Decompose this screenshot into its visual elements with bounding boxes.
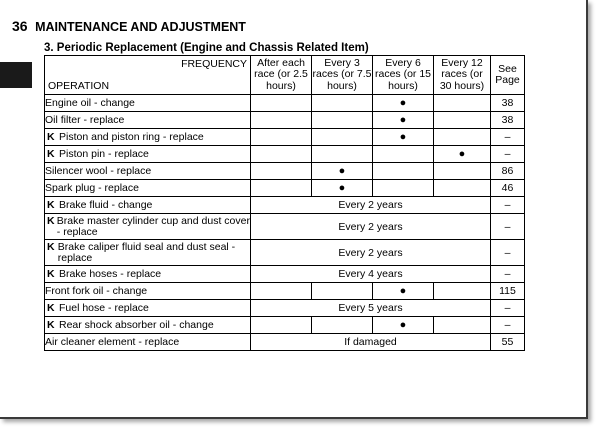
k-mark: K	[47, 240, 55, 253]
k-mark: K	[47, 268, 55, 280]
operation-cell	[45, 317, 251, 334]
operation-text: Spark plug - replace	[45, 182, 139, 194]
empty-cell	[373, 146, 434, 163]
interval-span-cell: Every 2 years	[251, 214, 491, 240]
interval-dot: ●	[373, 317, 434, 334]
interval-dot: ●	[373, 95, 434, 112]
table-row	[45, 163, 525, 180]
see-page-cell: –	[491, 214, 525, 240]
k-mark: K	[47, 302, 55, 314]
operation-text: Silencer wool - replace	[45, 165, 152, 177]
operation-text: Piston and piston ring - replace	[59, 131, 204, 143]
empty-cell	[251, 283, 312, 300]
table-row	[45, 112, 525, 129]
operation-cell	[45, 334, 251, 351]
see-page-cell: –	[491, 317, 525, 334]
see-page-cell: 38	[491, 95, 525, 112]
interval-dot: ●	[373, 112, 434, 129]
see-page-cell: 38	[491, 112, 525, 129]
operation-text: Brake hoses - replace	[59, 268, 162, 280]
table-row	[45, 334, 525, 351]
column-header: Every 3 races (or 7.5 hours)	[312, 56, 373, 95]
table-body	[45, 95, 525, 351]
section-tab-marker	[0, 62, 32, 88]
interval-dot: ●	[312, 180, 373, 197]
interval-dot: ●	[373, 129, 434, 146]
table-row	[45, 300, 525, 317]
operation-cell	[45, 197, 251, 214]
column-header: See Page	[491, 56, 525, 95]
operation-cell	[45, 214, 251, 240]
empty-cell	[251, 180, 312, 197]
operation-cell	[45, 240, 251, 266]
section-title: MAINTENANCE AND ADJUSTMENT	[35, 20, 246, 34]
operation-text: Brake caliper fluid seal and dust seal - replace	[57, 240, 236, 264]
interval-span-cell: Every 2 years	[251, 197, 491, 214]
page-number: 36	[12, 18, 28, 34]
empty-cell	[434, 95, 491, 112]
interval-dot: ●	[373, 283, 434, 300]
table-row	[45, 283, 525, 300]
frequency-label: FREQUENCY	[181, 58, 247, 70]
table-row	[45, 146, 525, 163]
operation-cell	[45, 283, 251, 300]
table-header-row	[45, 56, 525, 95]
empty-cell	[373, 180, 434, 197]
table-row	[45, 317, 525, 334]
table-row	[45, 180, 525, 197]
periodic-replacement-table	[44, 55, 525, 351]
empty-cell	[251, 112, 312, 129]
see-page-cell: 86	[491, 163, 525, 180]
empty-cell	[373, 163, 434, 180]
empty-cell	[312, 129, 373, 146]
operation-cell	[45, 95, 251, 112]
see-page-cell: –	[491, 240, 525, 266]
empty-cell	[312, 95, 373, 112]
interval-span-cell: Every 2 years	[251, 240, 491, 266]
operation-text: Air cleaner element - replace	[45, 336, 180, 348]
operation-text: Brake master cylinder cup and dust cover - replace	[56, 214, 250, 238]
empty-cell	[251, 317, 312, 334]
table-row	[45, 197, 525, 214]
empty-cell	[312, 317, 373, 334]
table-row	[45, 266, 525, 283]
operation-text: Oil filter - replace	[45, 114, 125, 126]
see-page-cell: 115	[491, 283, 525, 300]
empty-cell	[251, 163, 312, 180]
interval-span-cell: Every 5 years	[251, 300, 491, 317]
table-row	[45, 214, 525, 240]
column-header: Every 6 races (or 15 hours)	[373, 56, 434, 95]
see-page-cell: –	[491, 146, 525, 163]
interval-span-cell: If damaged	[251, 334, 491, 351]
k-mark: K	[47, 131, 55, 143]
table-row	[45, 240, 525, 266]
empty-cell	[251, 129, 312, 146]
k-mark: K	[47, 319, 55, 331]
operation-cell	[45, 163, 251, 180]
see-page-cell: –	[491, 266, 525, 283]
see-page-cell: –	[491, 129, 525, 146]
interval-span-cell: Every 4 years	[251, 266, 491, 283]
see-page-cell: 55	[491, 334, 525, 351]
operation-cell	[45, 112, 251, 129]
see-page-cell: 46	[491, 180, 525, 197]
empty-cell	[251, 95, 312, 112]
operation-cell	[45, 300, 251, 317]
page-header	[12, 18, 246, 34]
empty-cell	[251, 146, 312, 163]
empty-cell	[434, 180, 491, 197]
operation-label: OPERATION	[48, 80, 110, 92]
interval-dot: ●	[434, 146, 491, 163]
see-page-cell: –	[491, 300, 525, 317]
empty-cell	[434, 112, 491, 129]
empty-cell	[434, 317, 491, 334]
operation-text: Engine oil - change	[45, 97, 135, 109]
operation-text: Front fork oil - change	[45, 285, 148, 297]
empty-cell	[312, 283, 373, 300]
operation-cell	[45, 266, 251, 283]
empty-cell	[434, 163, 491, 180]
k-mark: K	[47, 199, 55, 211]
table-row	[45, 129, 525, 146]
empty-cell	[312, 112, 373, 129]
column-header: Every 12 races (or 30 hours)	[434, 56, 491, 95]
k-mark: K	[47, 148, 55, 160]
empty-cell	[434, 129, 491, 146]
column-header: After each race (or 2.5 hours)	[251, 56, 312, 95]
table-row	[45, 95, 525, 112]
operation-text: Brake fluid - change	[59, 199, 153, 211]
empty-cell	[434, 283, 491, 300]
operation-cell	[45, 146, 251, 163]
operation-cell	[45, 129, 251, 146]
empty-cell	[312, 146, 373, 163]
operation-header	[45, 56, 251, 95]
interval-dot: ●	[312, 163, 373, 180]
see-page-cell: –	[491, 197, 525, 214]
table-subtitle: 3. Periodic Replacement (Engine and Chassis Related Item)	[44, 42, 369, 54]
operation-text: Piston pin - replace	[59, 148, 149, 160]
operation-text: Fuel hose - replace	[59, 302, 149, 314]
operation-text: Rear shock absorber oil - change	[59, 319, 214, 331]
k-mark: K	[47, 214, 55, 227]
operation-cell	[45, 180, 251, 197]
